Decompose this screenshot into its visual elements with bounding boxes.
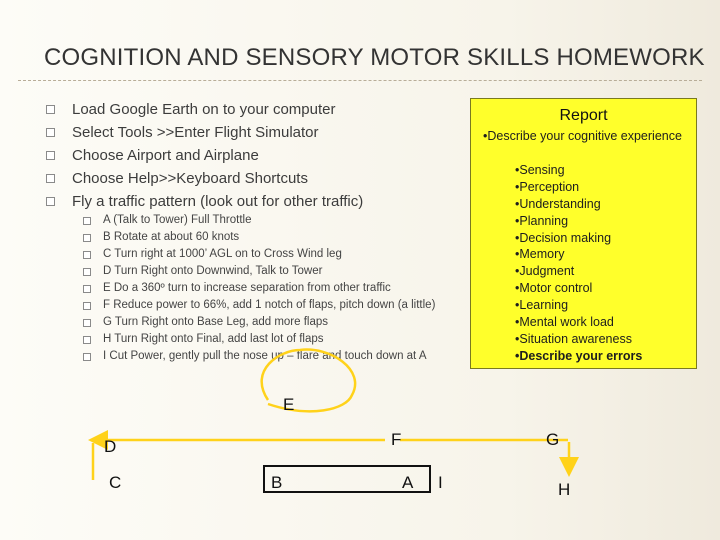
report-title: Report — [559, 107, 608, 124]
step-text: A (Talk to Tower) Full Throttle — [103, 214, 252, 226]
list-item-text: Select Tools >>Enter Flight Simulator — [72, 124, 319, 141]
step-text: E Do a 360º turn to increase separation from other traffic — [103, 282, 391, 294]
pattern-label-c: C — [109, 473, 122, 492]
step-text: F Reduce power to 66%, add 1 notch of flaps, pitch down (a little) — [103, 299, 436, 311]
report-item: •Motor control — [515, 281, 593, 296]
step-text: D Turn Right onto Downwind, Talk to Tower — [103, 265, 323, 277]
report-item: •Judgment — [515, 264, 575, 279]
step-text: C Turn right at 1000’ AGL on to Cross Wind leg — [103, 248, 342, 260]
report-item: •Perception — [515, 179, 580, 194]
pattern-label-b: B — [271, 473, 283, 492]
step-text: B Rotate at about 60 knots — [103, 231, 240, 243]
step-text: G Turn Right onto Base Leg, add more flaps — [103, 316, 329, 328]
list-item-text: Choose Airport and Airplane — [72, 147, 259, 164]
step-text: H Turn Right onto Final, add last lot of flaps — [103, 333, 324, 345]
pattern-label-g: G — [546, 430, 560, 449]
page-title: COGNITION AND SENSORY MOTOR SKILLS HOMEWORK — [44, 44, 705, 71]
pattern-label-h: H — [558, 480, 571, 499]
pattern-label-a: A — [402, 473, 414, 492]
report-intro: •Describe your cognitive experience — [483, 129, 682, 143]
turn-loop-path — [262, 350, 355, 412]
list-item-text: Load Google Earth on to your computer — [72, 101, 336, 118]
report-item: •Understanding — [515, 196, 601, 211]
report-item: •Memory — [515, 247, 565, 262]
report-item: •Mental work load — [515, 315, 614, 330]
report-item: •Decision making — [515, 230, 612, 245]
report-item: •Sensing — [515, 163, 565, 177]
pattern-label-f: F — [391, 430, 402, 449]
pattern-label-d: D — [104, 437, 117, 456]
report-item: •Situation awareness — [515, 331, 632, 346]
report-item: •Describe your errors — [515, 348, 643, 363]
report-item: •Learning — [515, 298, 569, 313]
report-item: •Planning — [515, 213, 569, 228]
pattern-label-e: E — [283, 395, 295, 414]
list-item-text: Choose Help>>Keyboard Shortcuts — [72, 170, 308, 187]
list-item-text: Fly a traffic pattern (look out for other traffic) — [72, 193, 364, 210]
pattern-label-i: I — [438, 473, 443, 492]
step-text: I Cut Power, gently pull the nose up – flare and touch down at A — [103, 350, 427, 362]
